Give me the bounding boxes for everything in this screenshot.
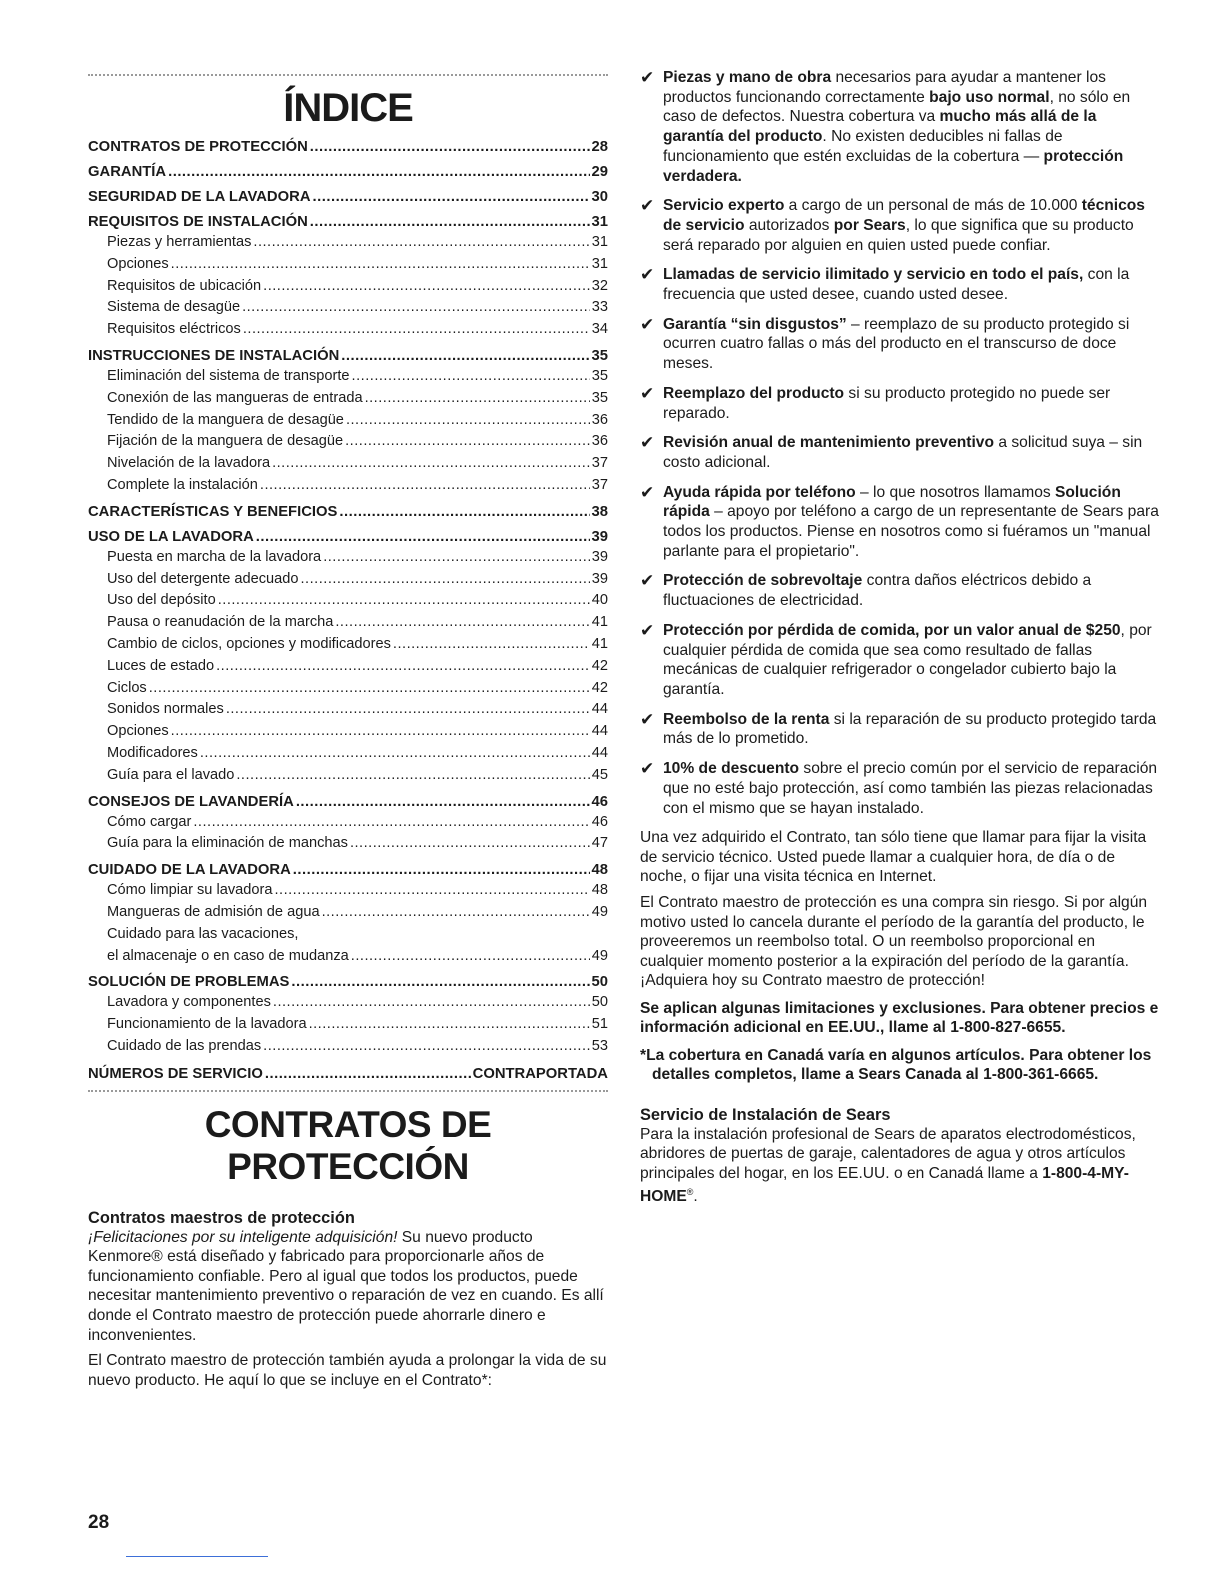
toc-entry-label: REQUISITOS DE INSTALACIÓN xyxy=(88,214,308,230)
toc-leader-dots xyxy=(322,902,590,924)
benefit-text: autorizados xyxy=(744,216,834,234)
toc-sub-page: 41 xyxy=(591,635,608,652)
check-icon: ✔ xyxy=(640,265,655,285)
toc-entry-page: 28 xyxy=(591,139,608,155)
toc-sub-page: 45 xyxy=(591,766,608,783)
toc-section xyxy=(88,527,608,787)
benefit-item xyxy=(640,759,1160,818)
check-icon: ✔ xyxy=(640,620,655,640)
contracts-title-line1: CONTRATOS DE xyxy=(204,1103,492,1145)
risk-free-paragraph: El Contrato maestro de protección es una compra sin riesgo. Si por algún motivo usted lo cancela durante el período de la garantía del producto, le proveeremos un reembolso total. O un reembolso proporcional en cualquier momento posterior a la expiración del período de la garantía. ¡Adquiera hoy su Contrato maestro de protección! xyxy=(640,893,1148,990)
toc-leader-dots xyxy=(243,319,590,341)
toc-sub-entry xyxy=(88,276,608,298)
check-icon: ✔ xyxy=(640,196,655,216)
check-icon: ✔ xyxy=(640,571,655,591)
toc-sub-entry xyxy=(88,656,608,678)
benefit-bold-text: protección verdadera. xyxy=(663,147,1124,185)
toc-section xyxy=(88,972,608,1057)
toc-sub-label: Cuidado de las prendas xyxy=(107,1037,262,1054)
benefit-text: sobre el precio común por el servicio de reparación que no esté bajo protección, así como también las piezas relacionadas con el mismo que se hayan instalado. xyxy=(663,760,1158,817)
toc-main-entry xyxy=(88,972,608,992)
toc-sub-page: 39 xyxy=(591,570,608,587)
toc-sub-label: Eliminación del sistema de transporte xyxy=(107,367,350,384)
toc-sub-entry xyxy=(88,366,608,388)
toc-leader-dots xyxy=(216,656,590,678)
toc-sub-page: 49 xyxy=(591,947,608,964)
toc-sub-page: 48 xyxy=(591,882,608,899)
benefit-text: – lo que nosotros llamamos xyxy=(855,483,1055,501)
toc-main-entry xyxy=(88,502,608,522)
toc-leader-dots xyxy=(256,527,590,547)
benefit-text: necesarios para ayudar a mantener los productos funcionando correctamente xyxy=(663,69,1106,106)
toc-sub-page: 36 xyxy=(591,433,608,450)
toc-entry-label: NÚMEROS DE SERVICIO xyxy=(88,1065,263,1082)
toc-sub-page: 41 xyxy=(591,614,608,631)
toc-leader-dots xyxy=(265,1064,471,1084)
toc-section xyxy=(88,212,608,341)
us-limitations-notice: Se aplican algunas limitaciones y exclusiones. Para obtener precios e información adicional en EE.UU., llame al 1-800-827-6655. xyxy=(640,999,1159,1037)
benefit-bold-text: Llamadas de servicio ilimitado y servicio en todo el país, xyxy=(663,266,1084,284)
toc-leader-dots xyxy=(365,388,590,410)
intro-italic: ¡Felicitaciones por su inteligente adquisición! xyxy=(88,1228,398,1246)
toc-sub-label: Opciones xyxy=(107,255,169,272)
toc-main-entry xyxy=(88,792,608,812)
toc-section xyxy=(88,860,608,967)
intro-rest: Su nuevo producto Kenmore® está diseñado y fabricado para proporcionarle años de funcionamiento confiable. Pero al igual que todos los productos, puede necesitar mantenimiento preventivo o reparación de vez en cuando. Es allí donde el Contrato maestro de protección puede ahorrarle dinero e inconvenientes. xyxy=(88,1228,604,1344)
toc-sub-page: 37 xyxy=(591,476,608,493)
toc-entry-label: CONSEJOS DE LAVANDERÍA xyxy=(88,793,294,810)
toc-leader-dots xyxy=(149,678,590,700)
toc-section xyxy=(88,1064,608,1084)
benefit-text: – apoyo por teléfono a cargo de un representante de Sears para todos los productos. Piense en nosotros como si fuéramos un "manual parlante para el propietario". xyxy=(663,503,1159,560)
toc-leader-dots xyxy=(274,880,589,902)
toc-leader-dots xyxy=(301,569,590,591)
benefit-bold-text: Solución rápida xyxy=(663,483,1121,521)
toc-sub-entry xyxy=(88,319,608,341)
toc-leader-dots xyxy=(200,743,590,765)
toc-entry-label: INSTRUCCIONES DE INSTALACIÓN xyxy=(88,347,340,364)
toc-sub-entry xyxy=(88,833,608,855)
footer-link-underline xyxy=(126,1556,268,1557)
service-call-paragraph: Una vez adquirido el Contrato, tan sólo tiene que llamar para fijar la visita de servicio técnico. Usted puede llamar a cualquier hora, de día o de noche, o fijar una visita técnica en Internet. xyxy=(640,829,1147,886)
toc-sub-page: 31 xyxy=(591,234,608,250)
toc-sub-label: Pausa o reanudación de la marcha xyxy=(107,614,334,631)
toc-leader-dots xyxy=(313,187,590,207)
toc-leader-dots xyxy=(171,721,590,743)
toc-sub-page: 42 xyxy=(591,679,608,696)
toc-sub-entry xyxy=(88,612,608,634)
toc-entry-page: 35 xyxy=(591,347,608,364)
check-icon: ✔ xyxy=(640,709,655,729)
toc-sub-entry xyxy=(88,254,608,276)
toc-sub-page: 44 xyxy=(591,701,608,718)
toc-leader-dots xyxy=(253,232,589,254)
table-of-contents xyxy=(88,137,608,1084)
toc-sub-label: Mangueras de admisión de agua xyxy=(107,903,320,920)
benefit-bold-text: bajo uso normal xyxy=(929,88,1050,106)
toc-sub-label: Cómo limpiar su lavadora xyxy=(107,882,273,899)
toc-sub-page: 35 xyxy=(591,367,608,384)
benefit-bold-text: Reembolso de la renta xyxy=(663,710,830,728)
toc-main-entry xyxy=(88,346,608,366)
toc-sub-label: Cómo cargar xyxy=(107,813,192,830)
toc-sub-entry xyxy=(88,1036,608,1058)
toc-sub-page: 46 xyxy=(591,813,608,830)
right-column xyxy=(640,68,1160,1207)
toc-entry-label: GARANTÍA xyxy=(88,164,167,180)
toc-sub-page: 33 xyxy=(591,299,608,316)
toc-main-entry xyxy=(88,1064,608,1084)
toc-sub-page: 50 xyxy=(591,994,608,1011)
benefit-text: , lo que significa que su producto será reparado por alguien en quien usted puede confiar. xyxy=(663,216,1134,254)
benefit-bold-text: Garantía “sin disgustos” xyxy=(663,315,847,333)
benefit-bold-text: técnicos de servicio xyxy=(663,197,1145,234)
toc-sub-entry xyxy=(88,812,608,834)
benefit-text: a cargo de un personal de más de 10.000 xyxy=(784,197,1082,215)
toc-leader-dots xyxy=(293,860,590,880)
toc-sub-label: Conexión de las mangueras de entrada xyxy=(107,389,363,406)
top-divider xyxy=(88,74,608,76)
check-icon: ✔ xyxy=(640,759,655,779)
toc-entry-page: 39 xyxy=(591,528,608,545)
toc-sub-page: 44 xyxy=(591,723,608,740)
toc-entry-label: SEGURIDAD DE LA LAVADORA xyxy=(88,189,311,205)
toc-sub-page: 39 xyxy=(591,548,608,565)
toc-sub-page: 47 xyxy=(591,835,608,852)
benefit-text: . No existen deducibles ni fallas de funcionamiento que estén excluidas de la cobertura — xyxy=(663,128,1063,165)
toc-section xyxy=(88,137,608,157)
installation-service-heading: Servicio de Instalación de Sears xyxy=(640,1105,891,1124)
toc-leader-dots xyxy=(346,410,590,432)
toc-leader-dots xyxy=(309,1014,590,1036)
toc-sub-page: 53 xyxy=(591,1037,608,1054)
toc-leader-dots xyxy=(335,612,589,634)
benefit-text: – reemplazo de su producto protegido si ocurren cuatro fallas o más del producto en el transcurso de doce meses. xyxy=(663,315,1130,373)
toc-leader-dots xyxy=(193,812,589,834)
toc-main-entry xyxy=(88,860,608,880)
toc-entry-page: 50 xyxy=(591,974,608,991)
toc-sub-entry xyxy=(88,634,608,656)
toc-sub-entry xyxy=(88,992,608,1014)
toc-sub-page: 36 xyxy=(591,411,608,428)
toc-sub-page: 31 xyxy=(591,255,608,272)
check-icon: ✔ xyxy=(640,482,655,502)
toc-entry-page: 48 xyxy=(591,862,608,879)
toc-sub-entry xyxy=(88,431,608,453)
toc-sub-entry xyxy=(88,699,608,721)
toc-section xyxy=(88,162,608,182)
benefit-bold-text: Revisión anual de mantenimiento preventivo xyxy=(663,434,995,452)
benefit-item xyxy=(640,196,1160,255)
benefit-text: , por cualquier pérdida de comida que sea como resultado de fallas mecánicas de cualquier refrigerador o congelador cubierto bajo la garantía. xyxy=(663,621,1152,698)
toc-sub-label: Guía para la eliminación de manchas xyxy=(107,835,348,852)
benefit-bold-text: Protección por pérdida de comida, por un valor anual de $250 xyxy=(663,621,1121,639)
toc-entry-page: 30 xyxy=(591,189,608,205)
toc-leader-dots xyxy=(168,162,589,182)
toc-leader-dots xyxy=(352,366,590,388)
toc-sub-label: Sistema de desagüe xyxy=(107,299,241,316)
benefit-bold-text: Reemplazo del producto xyxy=(663,384,845,402)
benefit-item xyxy=(640,710,1160,749)
toc-sub-entry xyxy=(88,765,608,787)
toc-sub-label: Lavadora y componentes xyxy=(107,994,271,1011)
toc-sub-entry xyxy=(88,743,608,765)
toc-section xyxy=(88,502,608,522)
toc-sub-page: 32 xyxy=(591,277,608,294)
toc-leader-dots xyxy=(350,833,590,855)
toc-sub-label: Luces de estado xyxy=(107,657,215,674)
toc-leader-dots xyxy=(351,946,590,968)
master-contracts-heading: Contratos maestros de protección xyxy=(88,1208,355,1227)
benefit-text: a solicitud suya – sin costo adicional. xyxy=(663,434,1143,471)
toc-entry-page: 31 xyxy=(591,214,608,230)
check-icon: ✔ xyxy=(640,314,655,334)
benefit-item xyxy=(640,384,1160,423)
benefit-item xyxy=(640,315,1160,374)
toc-sub-entry xyxy=(88,475,608,497)
toc-sub-entry xyxy=(88,232,608,254)
benefit-item xyxy=(640,571,1160,610)
toc-leader-dots xyxy=(341,346,589,366)
toc-leader-dots xyxy=(345,431,590,453)
toc-sub-label: Cambio de ciclos, opciones y modificadores xyxy=(107,635,391,652)
benefit-text: si la reparación de su producto protegido tarda más de lo prometido. xyxy=(663,710,1157,748)
toc-sub-page: 44 xyxy=(591,744,608,761)
benefit-item xyxy=(640,265,1160,304)
toc-leader-dots xyxy=(291,972,589,992)
check-icon: ✔ xyxy=(640,68,655,87)
toc-leader-dots xyxy=(323,547,590,569)
benefit-item xyxy=(640,433,1160,472)
toc-section xyxy=(88,187,608,207)
toc-sub-entry xyxy=(88,946,608,968)
toc-sub-page: 40 xyxy=(591,592,608,609)
intro-paragraph xyxy=(88,1228,608,1346)
toc-sub-label: Requisitos eléctricos xyxy=(107,321,241,338)
contracts-title-line2: PROTECCIÓN xyxy=(227,1145,469,1187)
toc-leader-dots xyxy=(263,276,590,298)
toc-sub-label: Modificadores xyxy=(107,744,198,761)
installation-text: Para la instalación profesional de Sears de aparatos electrodomésticos, abridores de puertas de garaje, calentadores de agua y otros artículos principales del hogar, en los EE.UU. o en Canadá llame a xyxy=(640,1125,1136,1182)
contracts-title xyxy=(88,1104,608,1188)
check-icon: ✔ xyxy=(640,433,655,453)
toc-sub-label: Cuidado para las vacaciones, xyxy=(107,925,299,942)
toc-sub-label: Guía para el lavado xyxy=(107,766,235,783)
toc-sub-entry xyxy=(88,410,608,432)
toc-sub-label: Uso del depósito xyxy=(107,592,216,609)
toc-leader-dots xyxy=(310,137,590,157)
toc-section xyxy=(88,346,608,497)
benefit-text: contra daños eléctricos debido a fluctuaciones de electricidad. xyxy=(663,572,1092,610)
toc-entry-label: USO DE LA LAVADORA xyxy=(88,528,254,545)
toc-sub-label: Nivelación de la lavadora xyxy=(107,455,271,472)
benefit-bold-text: Servicio experto xyxy=(663,197,785,215)
page-number: 28 xyxy=(88,1512,110,1533)
toc-sub-page: 37 xyxy=(591,455,608,472)
toc-sub-entry xyxy=(88,678,608,700)
toc-sub-label: Opciones xyxy=(107,723,169,740)
benefit-bold-text: Ayuda rápida por teléfono xyxy=(663,483,856,501)
benefit-bold-text: Protección de sobrevoltaje xyxy=(663,572,863,590)
toc-leader-dots xyxy=(339,502,589,522)
toc-sub-label: Funcionamiento de la lavadora xyxy=(107,1016,307,1033)
toc-main-entry xyxy=(88,212,608,232)
toc-sub-entry xyxy=(88,880,608,902)
benefit-item xyxy=(640,621,1160,700)
benefit-item xyxy=(640,68,1160,186)
toc-leader-dots xyxy=(272,453,590,475)
toc-sub-page: 42 xyxy=(591,657,608,674)
installation-phone: 1-800-4-MY-HOME xyxy=(640,1164,1129,1206)
benefit-bold-text: por Sears xyxy=(833,216,906,234)
toc-section xyxy=(88,792,608,856)
toc-leader-dots xyxy=(273,992,590,1014)
toc-sub-page: 51 xyxy=(591,1016,608,1033)
toc-sub-label: Fijación de la manguera de desagüe xyxy=(107,433,344,450)
index-bottom-divider xyxy=(88,1090,608,1092)
benefit-bold-text: 10% de descuento xyxy=(663,760,800,778)
toc-leader-dots xyxy=(226,699,590,721)
toc-sub-page: 49 xyxy=(591,903,608,920)
check-icon: ✔ xyxy=(640,383,655,403)
toc-sub-entry xyxy=(88,590,608,612)
benefit-text: si su producto protegido no puede ser reparado. xyxy=(663,384,1111,422)
registered-mark: ® xyxy=(686,1187,694,1198)
toc-leader-dots xyxy=(242,297,590,319)
toc-sub-entry xyxy=(88,902,608,924)
toc-leader-dots xyxy=(260,475,590,497)
toc-main-entry xyxy=(88,162,608,182)
benefit-item xyxy=(640,483,1160,562)
installation-service-paragraph xyxy=(640,1125,1160,1208)
benefits-list xyxy=(640,68,1160,818)
toc-sub-label: Complete la instalación xyxy=(107,476,258,493)
toc-sub-entry xyxy=(88,388,608,410)
toc-entry-label: SOLUCIÓN DE PROBLEMAS xyxy=(88,974,290,991)
toc-sub-entry xyxy=(88,1014,608,1036)
toc-leader-dots xyxy=(263,1036,590,1058)
toc-sub-label: Puesta en marcha de la lavadora xyxy=(107,548,322,565)
toc-leader-dots xyxy=(218,590,590,612)
benefit-bold-text: Piezas y mano de obra xyxy=(663,69,832,86)
toc-leader-dots xyxy=(236,765,589,787)
benefit-bold-text: mucho más allá de la garantía del producto xyxy=(663,108,1097,146)
toc-sub-page: 34 xyxy=(591,321,608,338)
toc-sub-label: Tendido de la manguera de desagüe xyxy=(107,411,344,428)
toc-entry-page: CONTRAPORTADA xyxy=(472,1065,608,1082)
includes-paragraph: El Contrato maestro de protección también ayuda a prolongar la vida de su nuevo producto. He aquí lo que se incluye en el Contrato*: xyxy=(88,1352,607,1389)
toc-leader-dots xyxy=(393,634,590,656)
toc-sub-label: Uso del detergente adecuado xyxy=(107,570,299,587)
toc-entry-label: CARACTERÍSTICAS Y BENEFICIOS xyxy=(88,503,338,520)
installation-end: . xyxy=(693,1188,698,1206)
toc-sub-page: 35 xyxy=(591,389,608,406)
toc-sub-entry xyxy=(88,547,608,569)
toc-leader-dots xyxy=(296,792,590,812)
toc-sub-label: Sonidos normales xyxy=(107,701,224,718)
toc-entry-page: 46 xyxy=(591,793,608,810)
toc-sub-entry xyxy=(88,569,608,591)
toc-leader-dots xyxy=(310,212,590,232)
benefit-text: , no sólo en caso de defectos. Nuestra cobertura va xyxy=(663,88,1131,126)
canada-coverage-notice: *La cobertura en Canadá varía en algunos artículos. Para obtener los detalles completos, llame a Sears Canada al 1-800-361-6665. xyxy=(640,1046,1152,1084)
index-title: ÍNDICE xyxy=(283,86,413,130)
toc-sub-label: el almacenaje o en caso de mudanza xyxy=(107,947,349,964)
toc-entry-label: CONTRATOS DE PROTECCIÓN xyxy=(88,139,308,155)
toc-sub-label: Requisitos de ubicación xyxy=(107,277,262,294)
toc-main-entry xyxy=(88,137,608,157)
toc-sub-entry xyxy=(88,453,608,475)
toc-sub-entry xyxy=(88,924,608,946)
toc-leader-dots xyxy=(171,254,590,276)
left-column xyxy=(88,68,608,1390)
toc-sub-entry xyxy=(88,297,608,319)
toc-entry-page: 29 xyxy=(591,164,608,180)
toc-sub-label: Piezas y herramientas xyxy=(107,234,252,250)
toc-main-entry xyxy=(88,527,608,547)
toc-main-entry xyxy=(88,187,608,207)
benefit-text: con la frecuencia que usted desee, cuando usted desee. xyxy=(663,266,1130,304)
toc-entry-page: 38 xyxy=(591,503,608,520)
toc-sub-label: Ciclos xyxy=(107,679,147,696)
toc-entry-label: CUIDADO DE LA LAVADORA xyxy=(88,862,291,879)
toc-sub-entry xyxy=(88,721,608,743)
